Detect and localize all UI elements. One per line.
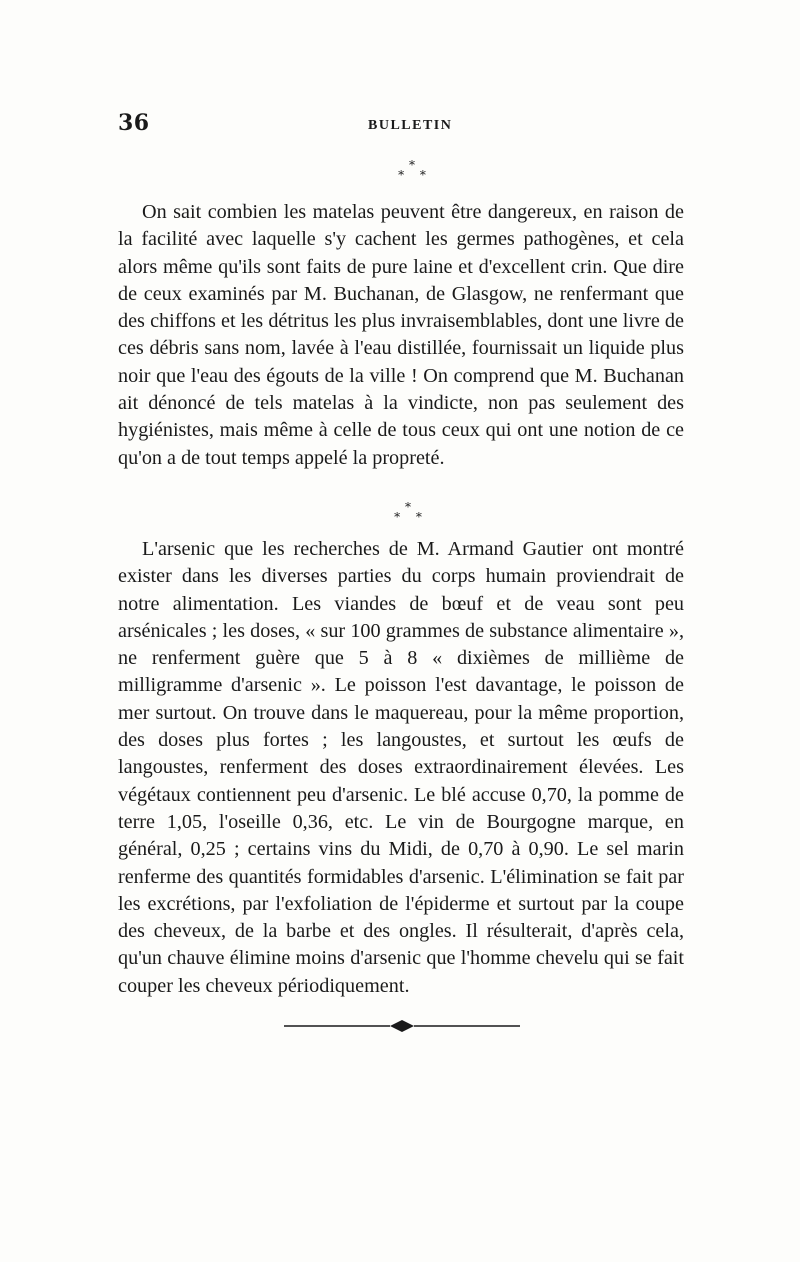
diamond-rule-icon xyxy=(284,1016,520,1036)
asterism-separator xyxy=(12,160,800,180)
asterism-stars-bottom: * * xyxy=(398,168,432,182)
asterism-star-top: * xyxy=(409,158,415,172)
page-number: 36 xyxy=(118,110,150,136)
end-ornament-rule xyxy=(284,1016,520,1036)
running-head xyxy=(118,110,683,140)
asterism-separator xyxy=(8,502,800,522)
running-title: BULLETIN xyxy=(368,118,453,133)
paragraph-arsenic: L'arsenic que les recherches de M. Armand Gautier ont montré exister dans les diverses parties du corps humain proviendrait de notre alimentation. Les viandes de bœuf et de veau sont peu arsénicales ; les doses, « sur 100 grammes de substance alimentaire », ne renferment guère que 5 à 8 « dixièmes de millième de milligramme d'arsenic ». Le poisson l'est davantage, le poisson de mer surtout. On trouve dans le maquereau, pour la même proportion, des doses plus fortes ; les langoustes, et surtout les œufs de langoustes, renferment des doses extraordinairement élevées. Les végétaux contiennent peu d'arsenic. Le blé accuse 0,70, la pomme de terre 1,05, l'oseille 0,36, etc. Le vin de Bourgogne marque, en général, 0,25 ; certains vins du Midi, de 0,70 à 0,90. Le sel marin renferme des quantités formidables d'arsenic. L'élimination se fait par les excrétions, par l'exfoliation de l'épiderme et surtout par la coupe des cheveux, de la barbe et des ongles. Il résulterait, d'après cela, qu'un chauve élimine moins d'arsenic que l'homme chevelu qui se fait couper les cheveux périodiquement. xyxy=(118,538,684,997)
paragraph-matelas: On sait combien les matelas peuvent être dangereux, en raison de la facilité avec laquelle s'y cachent les germes pathogènes, et cela alors même qu'ils sont faits de pure laine et d'excellent crin. Que dire de ceux examinés par M. Buchanan, de Glasgow, ne renfermant que des chiffons et les détritus les plus invraisemblables, dont une livre de ces débris sans nom, lavée à l'eau distillée, fournissait un liquide plus noir que l'eau des égouts de la ville ! On comprend que M. Buchanan ait dénoncé de tels matelas à la vindicte, non pas seulement des hygiénistes, mais même à celle de tous ceux qui ont une notion de ce qu'on a de tout temps appelé la propreté. xyxy=(118,201,684,469)
asterism-star-top: * xyxy=(405,500,411,514)
asterism-stars-bottom: * * xyxy=(394,510,428,524)
